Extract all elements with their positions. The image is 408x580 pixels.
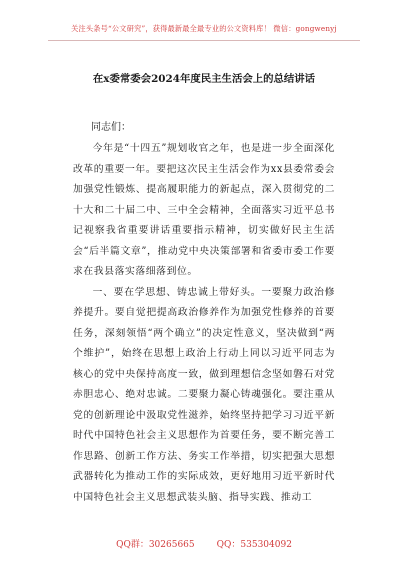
qq-group-number: QQ群：30265665	[116, 540, 195, 550]
contact-footer	[0, 537, 408, 550]
paragraph-intro: 今年是“十四五”规划收官之年，也是进一步全面深化改革的重要一年。要把这次民主生活会作为xx县委常委会加强党性锻炼、提高履职能力的新起点，深入贯彻党的二十大和二十届二中、三中全会精神，全面落实习近平总书记视察我省重要讲话重要指示精神，切实做好民主生活会“后半篇文章”，推动党中央决策部署和省委市委工作要求在我县落实落细落到位。	[73, 143, 335, 277]
header-divider	[48, 40, 360, 41]
qq-contact-number: QQ：535304092	[216, 540, 292, 550]
promo-header: 关注头条号“公文研究”，获得最新最全最专业的公文资料库！ 微信：gongwenyj	[71, 24, 337, 33]
salutation: 同志们：	[91, 122, 131, 133]
document-body	[73, 139, 335, 508]
document-title: 在x委常委会2024年度民主生活会上的总结讲话	[92, 73, 316, 85]
paragraph-section-one: 一、要在学思想、铸忠诚上带好头。一要聚力政治修养提升。要自觉把提高政治修养作为加强党性修养的首要任务，深刻领悟“两个确立”的决定性意义，坚决做到“两个维护”，始终在思想上政治上行动上同以习近平同志为核心的党中央保持高度一致，做到理想信念坚如磐石对党赤胆忠心、绝对忠诚。二要聚力凝心铸魂强化。要注重从党的创新理论中汲取党性滋养，始终坚持把学习习近平新时代中国特色社会主义思想作为首要任务，要不断完善工作思路、创新工作方法、务实工作举措，切实把强大思想武器转化为推动工作的实际成效，更好地用习近平新时代中国特色社会主义思想武装头脑、指导实践、推动工	[73, 286, 335, 503]
